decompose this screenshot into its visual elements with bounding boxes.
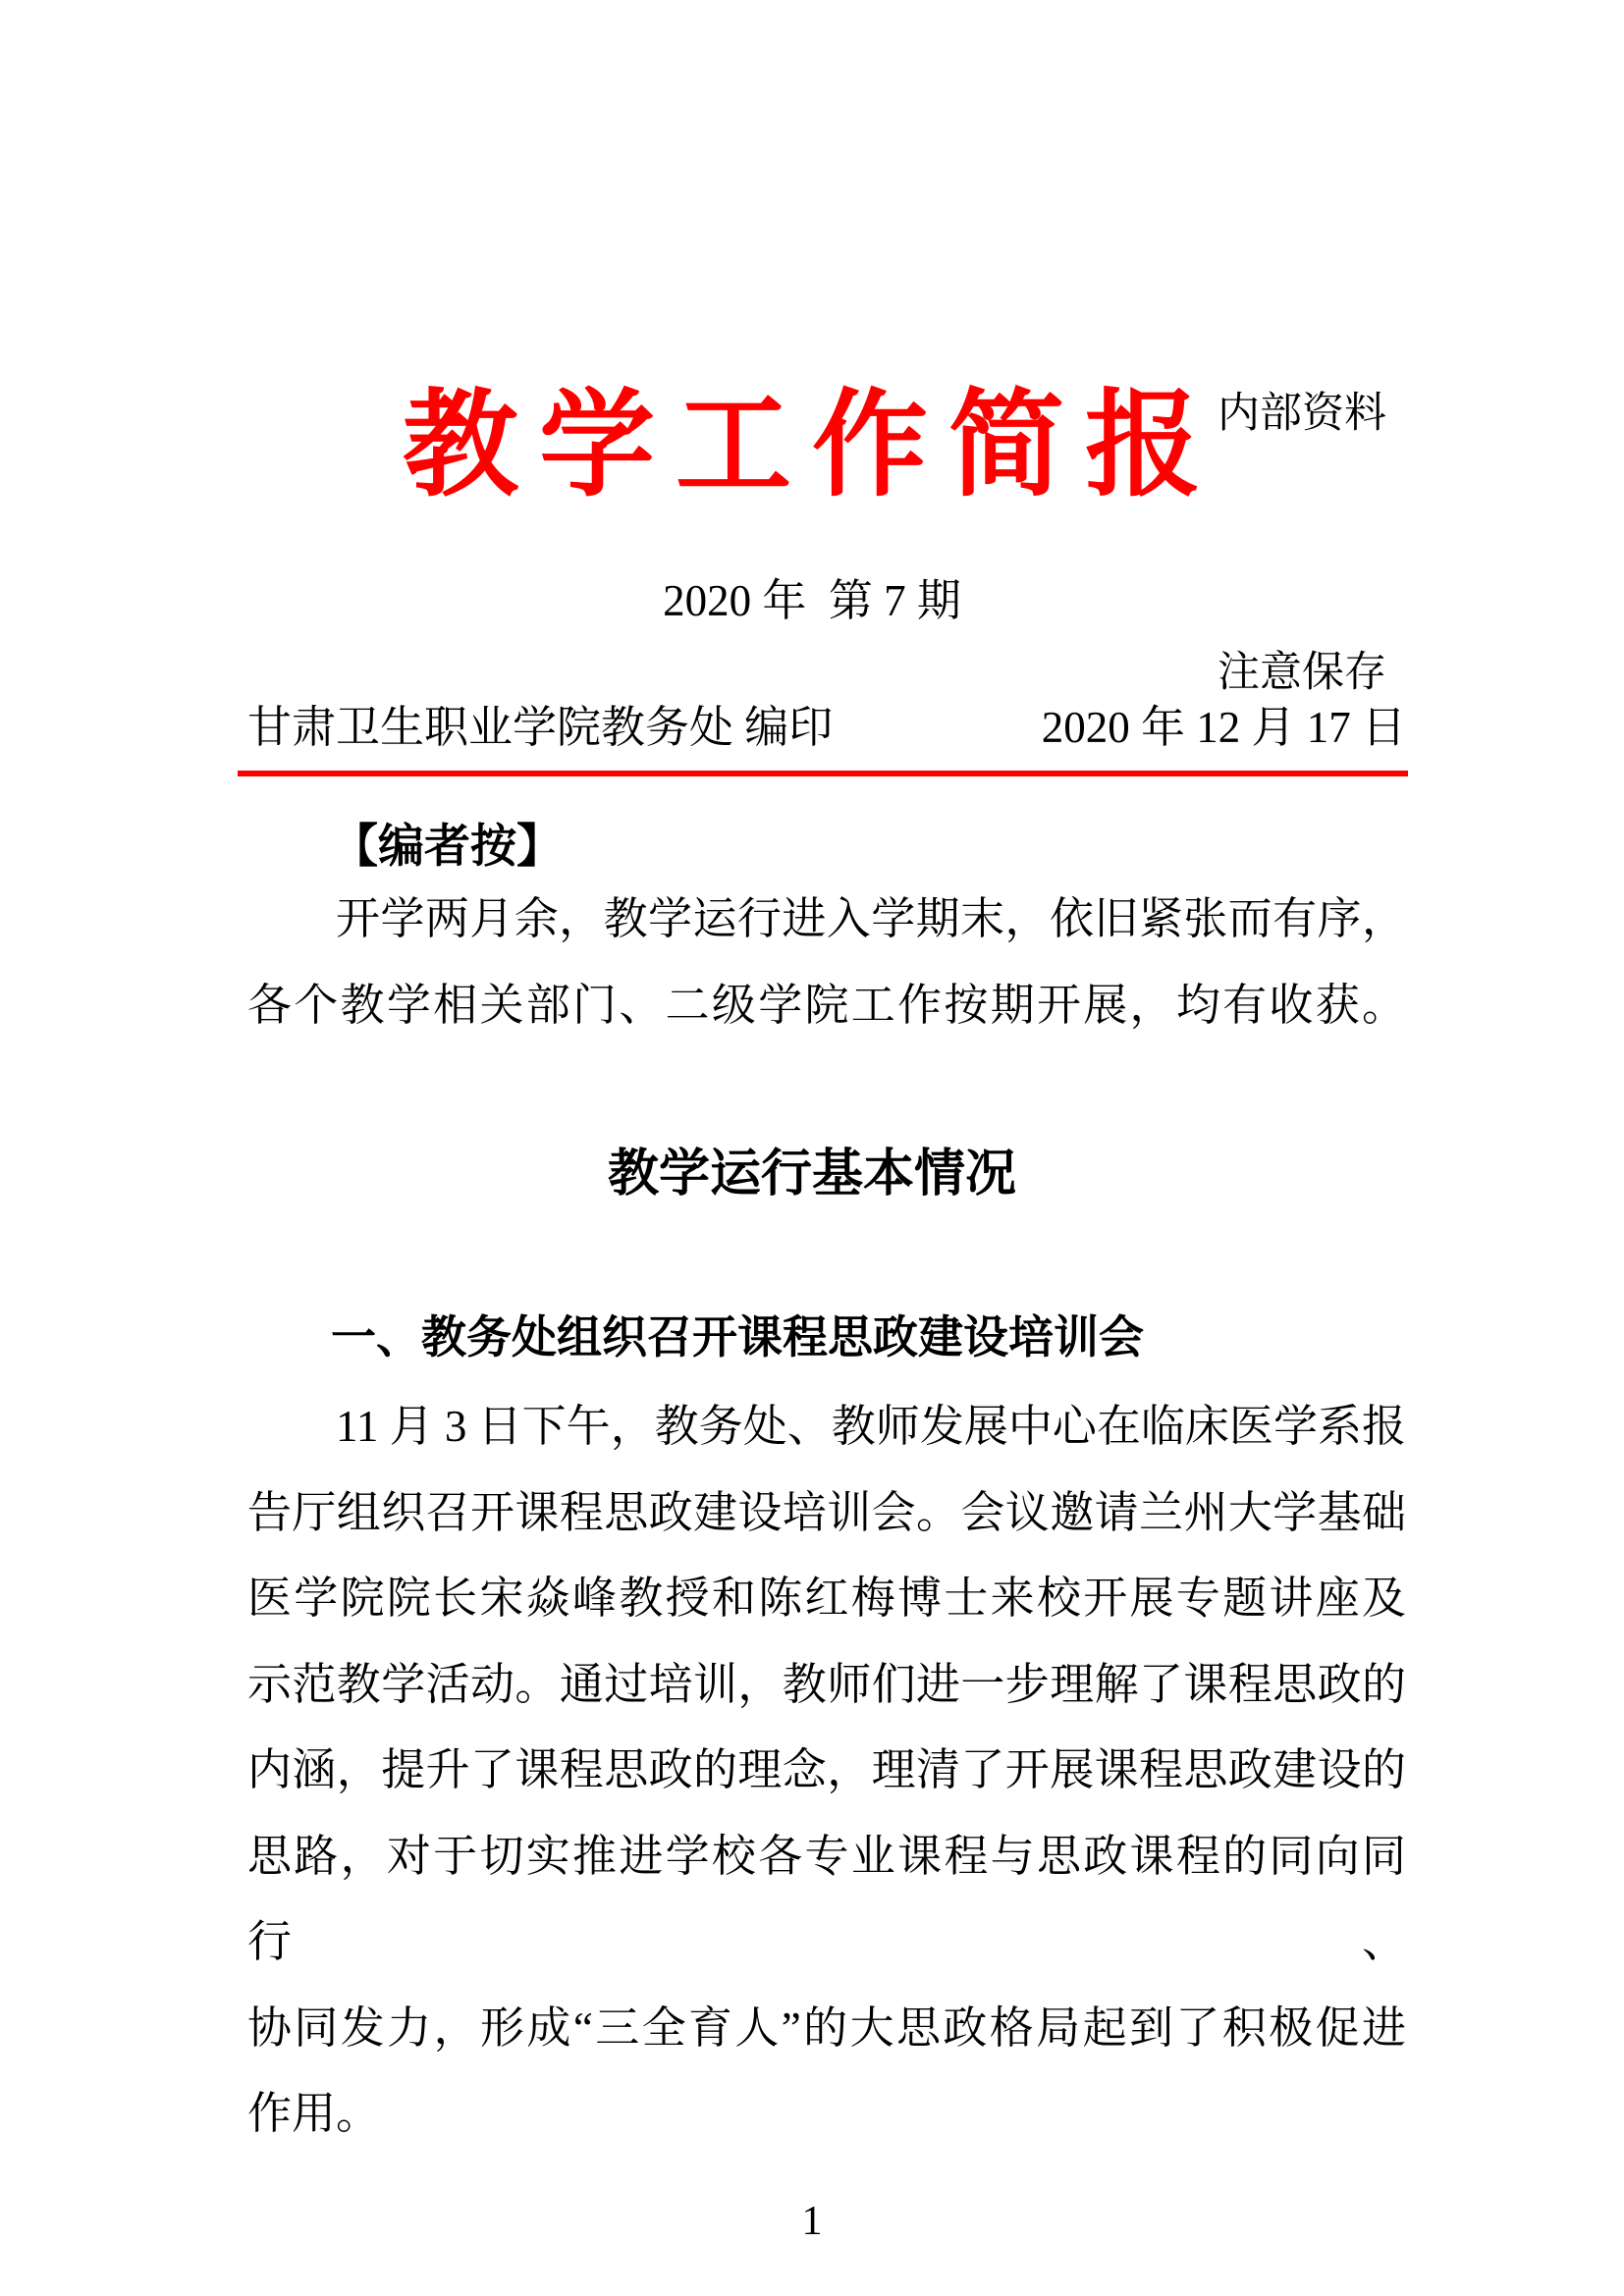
body-line: 作用。 (247, 2089, 381, 2138)
body-paragraph (247, 1384, 1406, 2158)
editor-note-label: 【编者按】 (332, 822, 563, 873)
newsletter-title: 教学工作简报 (402, 382, 1221, 510)
subsection-heading (247, 1313, 1406, 1363)
corner-note-line-internal: 内部资料 (1218, 391, 1386, 437)
body-line: 11 月 3 日下午，教务处、教师发展中心在临床医学系报 (336, 1402, 1406, 1451)
body-line: 思路，对于切实推进学校各专业课程与思政课程的同向同行、 (247, 1831, 1406, 1966)
body-line: 医学院院长宋焱峰教授和陈红梅博士来校开展专题讲座及 (247, 1574, 1406, 1623)
body-line: 示范教学活动。通过培训，教师们进一步理解了课程思政的 (247, 1659, 1406, 1709)
corner-note-line-keep: 注意保存 (1218, 650, 1386, 696)
publisher-name: 甘肃卫生职业学院教务处 编印 (247, 703, 834, 752)
publish-date: 2020 年 12 月 17 日 (1041, 703, 1406, 752)
issue-number: 2020 年 第 7 期 (663, 576, 961, 625)
corner-note (1218, 198, 1386, 889)
editor-note-line: 各个教学相关部门、二级学院工作按期开展，均有收获。 (247, 981, 1406, 1030)
editor-note-paragraph (247, 876, 1406, 1048)
page-number: 1 (801, 2199, 823, 2244)
section-heading: 教学运行基本情况 (607, 1146, 1016, 1202)
masthead-info-line (247, 704, 1406, 753)
subsection-heading-text: 一、教务处组织召开课程思政建设培训会 (331, 1312, 1144, 1362)
body-line: 协同发力，形成“三全育人”的大思政格局起到了积极促进 (247, 2002, 1406, 2053)
body-line: 告厅组织召开课程思政建设培训会。会议邀请兰州大学基础 (247, 1487, 1406, 1537)
editor-note-line: 开学两月余，教学运行进入学期末，依旧紧张而有序， (336, 894, 1406, 943)
body-line: 内涵，提升了课程思政的理念，理清了开展课程思政建设的 (247, 1745, 1406, 1794)
divider-rule (238, 771, 1408, 776)
